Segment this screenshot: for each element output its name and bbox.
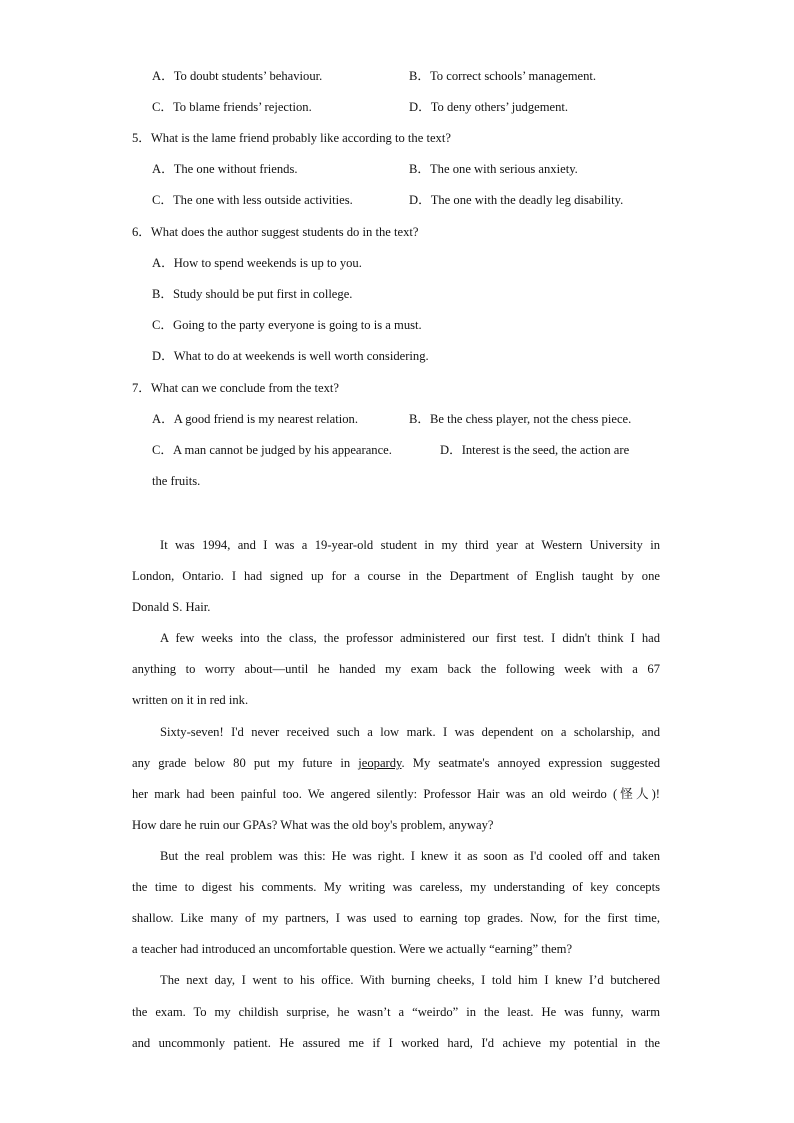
passage-p2-line-1: A few weeks into the class, the professor administered our first test. I didn't think I had: [160, 631, 660, 645]
q4-option-b: B．To correct schools’ management.: [409, 69, 597, 83]
passage-p3-line-2-after: . My seatmate's annoyed expression suggested: [401, 756, 660, 770]
passage-p4-line-4: a teacher had introduced an uncomfortable question. Were we actually “earning” them?: [132, 942, 573, 956]
passage-p1-line-3: Donald S. Hair.: [132, 600, 211, 614]
passage-p3-line-1: Sixty-seven! I'd never received such a low mark. I was dependent on a scholarship, and: [160, 725, 660, 739]
q6-option-d: D．What to do at weekends is well worth considering.: [152, 349, 429, 363]
q5-option-c: C．The one with less outside activities.: [152, 193, 353, 207]
q7-option-b: B．Be the chess player, not the chess piece.: [409, 412, 632, 426]
passage-p4-line-2: the time to digest his comments. My writing was careless, my understanding of key concepts: [132, 880, 660, 894]
q6-option-a: A．How to spend weekends is up to you.: [152, 256, 362, 270]
underlined-word-jeopardy: jeopardy: [358, 756, 402, 770]
passage-p3-line-2-before: any grade below 80 put my future in: [132, 756, 359, 770]
passage-p3-line-4: How dare he ruin our GPAs? What was the old boy's problem, anyway?: [132, 818, 494, 832]
passage-p5-line-3: and uncommonly patient. He assured me if I worked hard, I'd achieve my potential in the: [132, 1036, 660, 1050]
q5-option-b: B．The one with serious anxiety.: [409, 162, 578, 176]
passage-p5-line-1: The next day, I went to his office. With burning cheeks, I told him I knew I’d butchered: [160, 973, 660, 987]
passage-p5-line-2: the exam. To my childish surprise, he wasn’t a “weirdo” in the least. He was funny, warm: [132, 1005, 660, 1019]
passage-p2-line-2: anything to worry about—until he handed my exam back the following week with a 67: [132, 662, 660, 676]
q4-option-c: C．To blame friends’ rejection.: [152, 100, 312, 114]
q7-option-d-continued: the fruits.: [152, 474, 201, 488]
passage-p4-line-3: shallow. Like many of my partners, I was used to earning top grades. Now, for the first time,: [132, 911, 660, 925]
q4-option-d: D．To deny others’ judgement.: [409, 100, 569, 114]
q7-option-a: A．A good friend is my nearest relation.: [152, 412, 359, 426]
q7-option-c: C．A man cannot be judged by his appearance.: [152, 443, 392, 457]
q7-stem: 7．What can we conclude from the text?: [132, 381, 340, 395]
passage-p3-line-3: her mark had been painful too. We angered silently: Professor Hair was an old weirdo (怪人)!: [132, 787, 660, 801]
q6-option-b: B．Study should be put first in college.: [152, 287, 353, 301]
q5-option-a: A．The one without friends.: [152, 162, 298, 176]
q5-option-d: D．The one with the deadly leg disability.: [409, 193, 624, 207]
passage-p1-line-2: London, Ontario. I had signed up for a course in the Department of English taught by one: [132, 569, 660, 583]
q4-option-a: A．To doubt students’ behaviour.: [152, 69, 323, 83]
passage-p2-line-3: written on it in red ink.: [132, 693, 249, 707]
q7-option-d: D．Interest is the seed, the action are: [440, 443, 630, 457]
passage-p3-line-2: [132, 755, 660, 771]
q6-stem: 6．What does the author suggest students do in the text?: [132, 225, 419, 239]
q6-option-c: C．Going to the party everyone is going to is a must.: [152, 318, 422, 332]
passage-p1-line-1: It was 1994, and I was a 19-year-old student in my third year at Western University in: [160, 538, 660, 552]
passage-p4-line-1: But the real problem was this: He was right. I knew it as soon as I'd cooled off and taken: [160, 849, 660, 863]
q5-stem: 5．What is the lame friend probably like according to the text?: [132, 131, 451, 145]
